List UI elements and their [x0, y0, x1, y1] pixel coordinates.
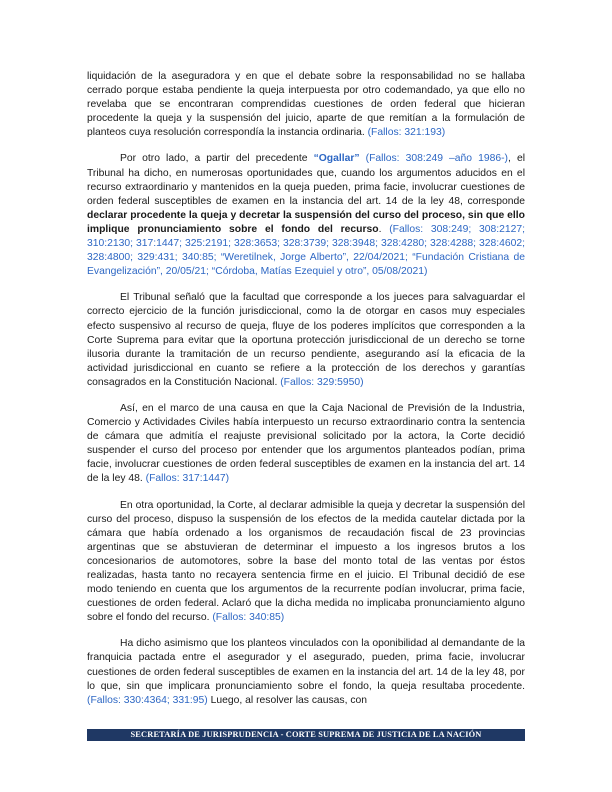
footer-text: SECRETARÍA DE JURISPRUDENCIA - CORTE SUPREMA DE JUSTICIA DE LA NACIÓN — [130, 730, 482, 739]
body-paragraph — [87, 402, 525, 487]
body-paragraph — [87, 70, 525, 140]
citation: (Fallos: 329:5950) — [280, 376, 364, 388]
citation: (Fallos: 321:193) — [367, 127, 446, 139]
paragraph-text: liquidación de la aseguradora y en que el debate sobre la responsabilidad no se hallaba cerrado porque estaba pendiente la queja interpuesta por otro codemandado, ya que ello no revelaba que se encontraran comprendidas cuestiones de orden federal que hicieran procedente la queja y la suspensión del juicio, aparte de que remitían a la formulación de planteos cuya resolución correspondía la instancia ordinaria. — [87, 71, 525, 139]
paragraph-text: Ha dicho asimismo que los planteos vinculados con la oponibilidad al demandante de la franquicia pactada entre el asegurador y el asegurado, pueden, prima facie, involucrar cuestiones de orden federal susceptibles de examen en la instancia del art. 14 de la ley 48, por lo que, sin que implicara pronunciamiento sobre el fondo, la queja resultaba procedente. — [87, 638, 525, 692]
body-paragraph — [87, 499, 525, 626]
paragraph-text: En otra oportunidad, la Corte, al declarar admisible la queja y decretar la suspensión del curso del proceso, dispuso la suspensión de los efectos de la medida cautelar dictada por la cámara que había ordenado a los organismos de recaudación fiscal de 23 provincias argentinas que se abstuvieran de determinar el impuesto a los ingresos brutos a los concesionarios de automotores, sobre la base del monto total de las ventas por éstos realizadas, hasta tanto no recayera sentencia firme en el juicio. El Tribunal decidió de ese modo teniendo en cuenta que los argumentos de la recurrente podían involucrar, prima facie, cuestiones de orden federal. Aclaró que la dicha medida no implicaba pronunciamiento alguno sobre el fondo del recurso. — [87, 499, 525, 624]
paragraph-text: Por otro lado, a partir del precedente — [120, 153, 314, 165]
body-paragraph — [87, 152, 525, 279]
paragraph-text: . — [378, 223, 390, 235]
citation: (Fallos: 340:85) — [212, 612, 285, 624]
body-paragraph — [87, 291, 525, 390]
citation: (Fallos: 308:249 –año 1986-) — [359, 153, 509, 165]
paragraph-text: Luego, al resolver las causas, con — [207, 694, 368, 706]
body-paragraph — [87, 637, 525, 707]
citation: (Fallos: 330:4364; 331:95) — [87, 694, 208, 706]
paragraph-text: Así, en el marco de una causa en que la Caja Nacional de Previsión de la Industria, Comercio y Actividades Civiles había interpuesto un recurso extraordinario contra la sentencia de cámara que admitía el reajuste previsional solicitado por la actora, la Corte decidió suspender el curso del proceso por entender que los argumentos planteados podían, prima facie, involucrar cuestiones de orden federal susceptibles de examen en la instancia del art. 14 de la ley 48. — [87, 402, 525, 485]
citation: (Fallos: 308:249; 308:2127; 310:2130; 317:1447; 325:2191; 328:3653; 328:3739; 328:3948; 328:4280; 328:4288; 328:4602; 328:4800; 329:431; 340:85; “Weretilnek, Jorge Alberto”, 22/04/2021; “Fundación Cristiana de Evangelización”, 20/05/21; “Córdoba, Matías Ezequiel y otro”, 05/08/2021) — [87, 223, 525, 278]
paragraph-text: El Tribunal señaló que la facultad que corresponde a los jueces para salvaguardar el correcto ejercicio de la función jurisdiccional, como la de otorgar en casos muy especiales efecto suspensivo al recurso de queja, fluye de los poderes implícitos que corresponden a la Corte Suprema para evitar que la oportuna protección jurisdiccional de un derecho se torne ilusoria durante la tramitación de un recurso pendiente, asegurando así la eficacia de la actividad jurisdiccional en cuanto se refiere a la protección de los derechos y garantías consagrados en la Constitución Nacional. — [87, 292, 525, 388]
document-body — [87, 70, 525, 720]
citation: (Fallos: 317:1447) — [145, 473, 230, 485]
emphasized-text: declarar procedente la queja y decretar la suspensión del curso del proceso, sin que ello implique pronunciamiento sobre el fondo del recurso — [87, 209, 525, 235]
precedent-name: “Ogallar” — [313, 153, 360, 165]
paragraph-text: , el Tribunal ha dicho, en numerosas oportunidades que, cuando los argumentos aducidos en el recurso extraordinario y mantenidos en la queja pueden, prima facie, involucrar cuestiones de orden federal susceptibles de examen en la instancia del art. 14 de la ley 48, corresponde — [87, 153, 525, 207]
footer-banner — [87, 729, 525, 741]
